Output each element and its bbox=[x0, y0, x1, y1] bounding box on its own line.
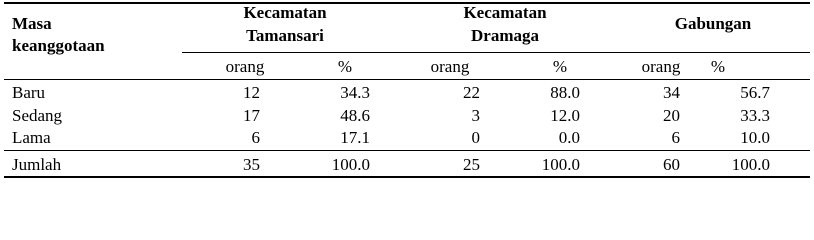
subheader-dramaga-orang: orang bbox=[430, 57, 470, 76]
bottom-rule bbox=[4, 176, 810, 178]
group-header-tamansari bbox=[200, 3, 370, 45]
group-header-tamansari-line2: Tamansari bbox=[246, 26, 324, 45]
total-label: Jumlah bbox=[12, 155, 62, 174]
subheader-gabungan-percent: % bbox=[710, 57, 726, 76]
top-rule bbox=[4, 2, 810, 4]
cell: 48.6 bbox=[340, 106, 370, 125]
cell: 17.1 bbox=[340, 128, 370, 147]
total-cell: 100.0 bbox=[541, 155, 580, 174]
cell: 34.3 bbox=[340, 83, 370, 102]
cell: 34 bbox=[663, 83, 680, 102]
cell: 17 bbox=[243, 106, 260, 125]
cell: 33.3 bbox=[740, 106, 770, 125]
group-header-tamansari-line1: Kecamatan bbox=[243, 3, 327, 22]
group-header-gabungan-line1: Gabungan bbox=[674, 14, 752, 33]
group-header-dramaga-line1: Kecamatan bbox=[463, 3, 547, 22]
group-header-dramaga bbox=[420, 3, 590, 45]
row-label: Lama bbox=[12, 128, 51, 147]
total-cell: 100.0 bbox=[731, 155, 770, 174]
cell: 10.0 bbox=[740, 128, 770, 147]
subheader-gabungan-orang: orang bbox=[641, 57, 681, 76]
cell: 12 bbox=[243, 83, 260, 102]
total-rule bbox=[4, 150, 810, 151]
cell: 6 bbox=[671, 128, 680, 147]
cell: 22 bbox=[463, 83, 480, 102]
cell: 0 bbox=[471, 128, 480, 147]
subheader-rule bbox=[4, 79, 810, 80]
cell: 56.7 bbox=[740, 83, 770, 102]
cell: 88.0 bbox=[550, 83, 580, 102]
group-header-gabungan bbox=[628, 14, 798, 33]
total-cell: 25 bbox=[463, 155, 480, 174]
cell: 6 bbox=[251, 128, 260, 147]
row-header-line2: keanggotaan bbox=[12, 36, 105, 55]
row-header-line1: Masa bbox=[12, 14, 52, 33]
total-cell: 35 bbox=[243, 155, 260, 174]
subheader-dramaga-percent: % bbox=[552, 57, 568, 76]
group-header-dramaga-line2: Dramaga bbox=[471, 26, 539, 45]
cell: 12.0 bbox=[550, 106, 580, 125]
total-cell: 100.0 bbox=[331, 155, 370, 174]
subheader-tamansari-orang: orang bbox=[225, 57, 265, 76]
row-label: Baru bbox=[12, 83, 46, 102]
cell: 0.0 bbox=[558, 128, 580, 147]
row-label: Sedang bbox=[12, 106, 63, 125]
subheader-tamansari-percent: % bbox=[337, 57, 353, 76]
cell: 3 bbox=[471, 106, 480, 125]
total-cell: 60 bbox=[663, 155, 680, 174]
cell: 20 bbox=[663, 106, 680, 125]
group-header-rule bbox=[182, 52, 810, 53]
